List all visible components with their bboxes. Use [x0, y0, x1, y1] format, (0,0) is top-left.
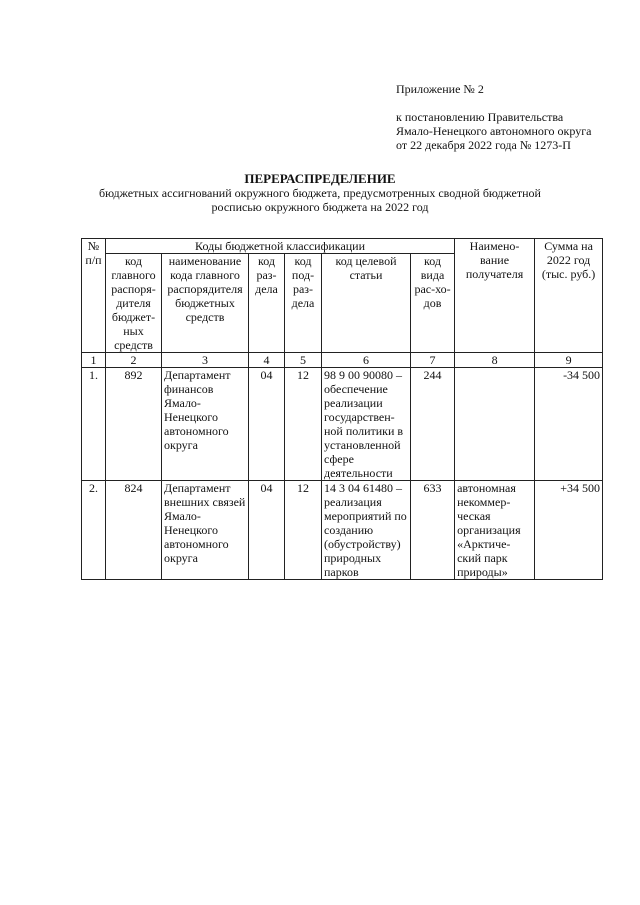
row-target: 14 3 04 61480 – реализация мероприятий по созданию (обустройству) природных парков — [322, 481, 411, 580]
row-section: 04 — [249, 368, 285, 481]
column-number: 3 — [162, 353, 249, 368]
row-recipient: автономная некоммер-ческая организация «Арктиче-ский парк природы» — [455, 481, 535, 580]
row-admin-code: 824 — [106, 481, 162, 580]
table-row — [82, 481, 603, 580]
row-subsection: 12 — [285, 368, 322, 481]
column-number: 7 — [411, 353, 455, 368]
row-recipient — [455, 368, 535, 481]
appendix-line: к постановлению Правительства — [396, 110, 564, 124]
column-number: 9 — [535, 353, 603, 368]
appendix-reference — [396, 110, 591, 152]
appendix-line: Ямало-Ненецкого автономного округа — [396, 124, 592, 138]
header-classification-group: Коды бюджетной классификации — [106, 239, 455, 254]
header-section: код раз-дела — [249, 254, 285, 353]
header-amount: Сумма на 2022 год (тыс. руб.) — [535, 239, 603, 353]
table-row — [82, 368, 603, 481]
appendix-title: Приложение № 2 — [396, 82, 484, 96]
row-admin-name: Департамент внешних связей Ямало-Ненецкого автономного округа — [162, 481, 249, 580]
column-number: 5 — [285, 353, 322, 368]
header-admin-code: код главного распоря-дителя бюджет-ных средств — [106, 254, 162, 353]
column-number: 1 — [82, 353, 106, 368]
row-expense: 633 — [411, 481, 455, 580]
header-subsection: код под-раз-дела — [285, 254, 322, 353]
row-num: 1. — [82, 368, 106, 481]
document-heading — [0, 171, 640, 214]
column-number: 2 — [106, 353, 162, 368]
document-title: ПЕРЕРАСПРЕДЕЛЕНИЕ — [244, 171, 396, 186]
row-section: 04 — [249, 481, 285, 580]
row-target: 98 9 00 90080 – обеспечение реализации государствен-ной политики в установленной сфере деятельности — [322, 368, 411, 481]
header-admin-name: наименование кода главного распорядителя бюджетных средств — [162, 254, 249, 353]
appendix-line: от 22 декабря 2022 года № 1273-П — [396, 138, 571, 152]
row-amount: +34 500 — [535, 481, 603, 580]
row-expense: 244 — [411, 368, 455, 481]
reallocation-table — [81, 238, 603, 580]
header-recipient: Наимено-вание получателя — [455, 239, 535, 353]
column-number: 4 — [249, 353, 285, 368]
row-num: 2. — [82, 481, 106, 580]
row-admin-code: 892 — [106, 368, 162, 481]
row-amount: -34 500 — [535, 368, 603, 481]
row-subsection: 12 — [285, 481, 322, 580]
document-subtitle-line: бюджетных ассигнований окружного бюджета, предусмотренных сводной бюджетной — [99, 186, 541, 200]
header-num: № п/п — [82, 239, 106, 353]
header-expense: код вида рас-хо-дов — [411, 254, 455, 353]
row-admin-name: Департамент финансов Ямало-Ненецкого автономного округа — [162, 368, 249, 481]
column-number: 8 — [455, 353, 535, 368]
document-subtitle-line: росписью окружного бюджета на 2022 год — [211, 200, 429, 214]
column-number: 6 — [322, 353, 411, 368]
header-target: код целевой статьи — [322, 254, 411, 353]
table-header-row — [82, 239, 603, 254]
column-number-row — [82, 353, 603, 368]
